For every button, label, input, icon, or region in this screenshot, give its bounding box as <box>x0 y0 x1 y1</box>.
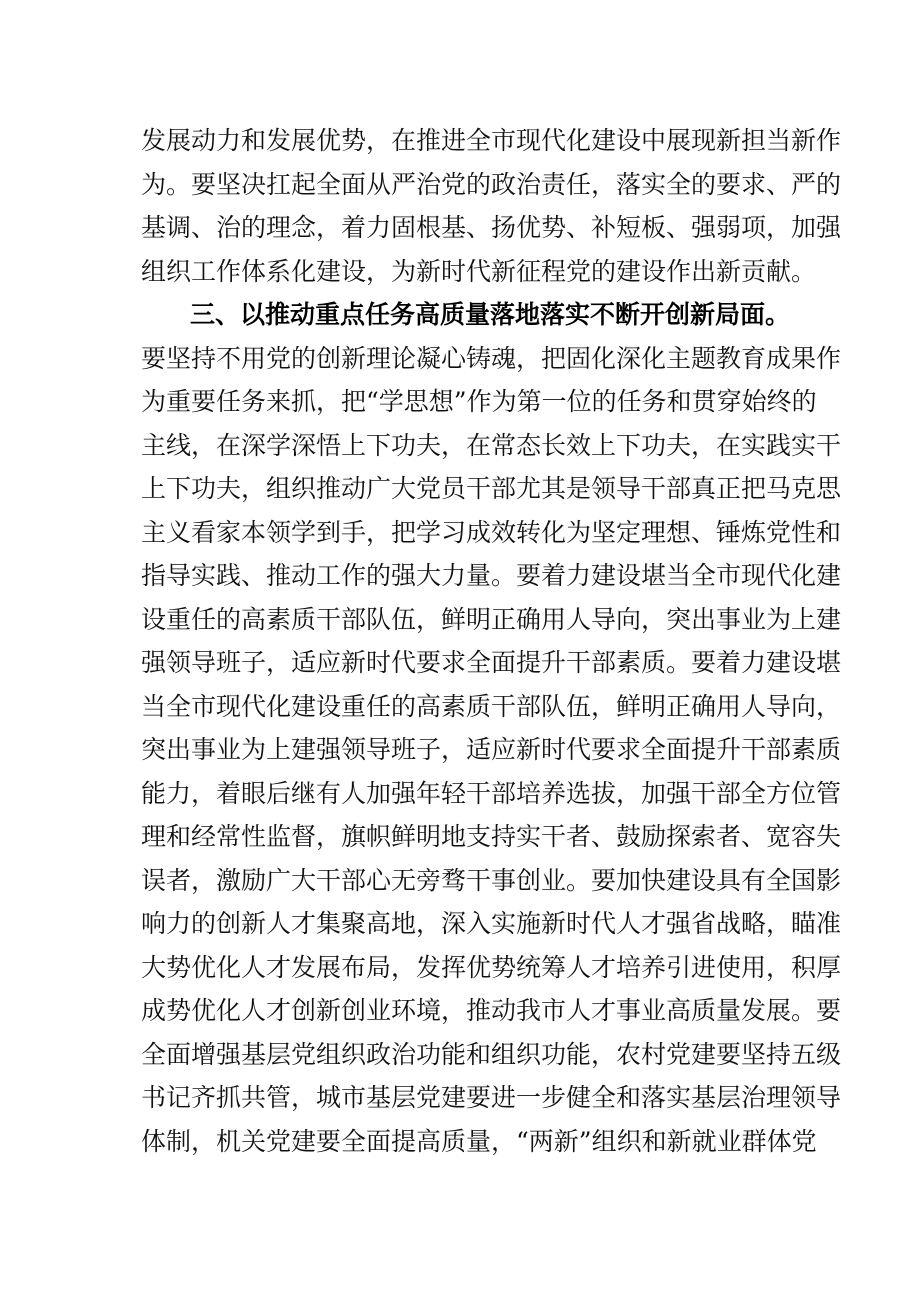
paragraph-line: 误者，激励广大干部心无旁骛干事创业。要加快建设具有全国影 <box>141 866 842 895</box>
paragraph-line: 能力，着眼后继有人加强年轻干部培养选拔，加强干部全方位管 <box>141 779 842 808</box>
paragraph-line: 响力的创新人才集聚高地，深入实施新时代人才强省战略，瞄准 <box>141 909 842 938</box>
paragraph-line: 当全市现代化建设重任的高素质干部队伍，鲜明正确用人导向， <box>141 692 842 721</box>
paragraph-line: 组织工作体系化建设，为新时代新征程党的建设作出新贡献。 <box>141 257 817 286</box>
section-heading: 三、以推动重点任务高质量落地落实不断开创新局面。 <box>190 300 791 329</box>
paragraph-line: 书记齐抓共管，城市基层党建要进一步健全和落实基层治理领导 <box>141 1083 842 1112</box>
paragraph-line: 主义看家本领学到手，把学习成效转化为坚定理想、锤炼党性和 <box>141 518 842 547</box>
paragraph-line: 全面增强基层党组织政治功能和组织功能，农村党建要坚持五级 <box>141 1040 842 1069</box>
paragraph-line: 理和经常性监督，旗帜鲜明地支持实干者、鼓励探索者、宽容失 <box>141 822 842 851</box>
paragraph-line: 主线，在深学深悟上下功夫，在常态长效上下功夫，在实践实干 <box>141 431 842 460</box>
paragraph-line: 突出事业为上建强领导班子，适应新时代要求全面提升干部素质 <box>141 735 842 764</box>
paragraph-line: 大势优化人才发展布局，发挥优势统筹人才培养引进使用，积厚 <box>141 953 842 982</box>
paragraph-line: 为。要坚决扛起全面从严治党的政治责任，落实全的要求、严的 <box>141 170 842 199</box>
paragraph-line: 成势优化人才创新创业环境，推动我市人才事业高质量发展。要 <box>141 996 842 1025</box>
paragraph-line: 要坚持不用党的创新理论凝心铸魂，把固化深化主题教育成果作 <box>141 344 842 373</box>
paragraph-line: 上下功夫，组织推动广大党员干部尤其是领导干部真正把马克思 <box>141 474 842 503</box>
paragraph-line: 基调、治的理念，着力固根基、扬优势、补短板、强弱项，加强 <box>141 213 842 242</box>
paragraph-line: 设重任的高素质干部队伍，鲜明正确用人导向，突出事业为上建 <box>141 605 842 634</box>
paragraph-line: 强领导班子，适应新时代要求全面提升干部素质。要着力建设堪 <box>141 648 842 677</box>
paragraph-line: 指导实践、推动工作的强大力量。要着力建设堪当全市现代化建 <box>141 561 842 590</box>
paragraph-line: 体制，机关党建要全面提高质量，“两新”组织和新就业群体党 <box>141 1127 817 1156</box>
paragraph-line: 发展动力和发展优势，在推进全市现代化建设中展现新担当新作 <box>141 126 842 155</box>
paragraph-line: 为重要任务来抓，把“学思想”作为第一位的任务和贯穿始终的 <box>141 387 817 416</box>
